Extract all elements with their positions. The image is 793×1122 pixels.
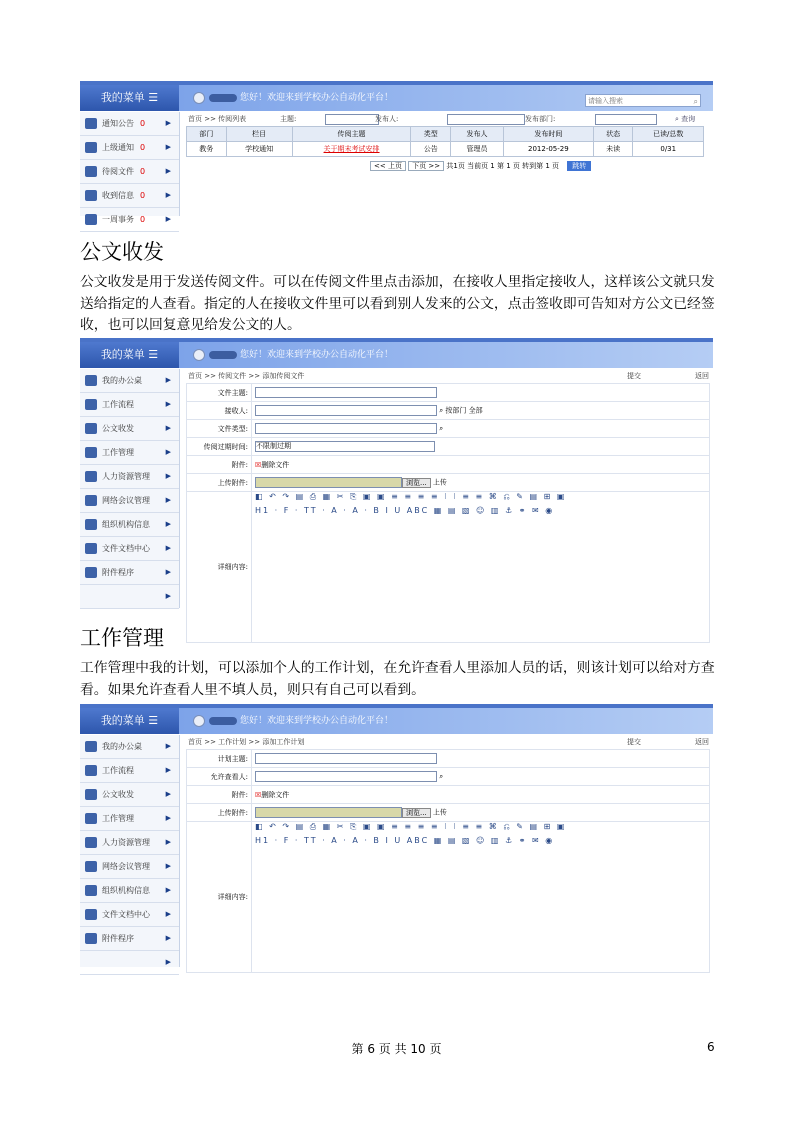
document-icon bbox=[85, 543, 97, 554]
filter-label: 发布人: bbox=[375, 115, 399, 123]
masked-username bbox=[209, 351, 237, 359]
section-heading: 工作管理 bbox=[80, 626, 164, 650]
sidebar-item[interactable]: 上级通知 0 ▶ bbox=[80, 136, 179, 160]
user-icon bbox=[193, 92, 205, 104]
editor-toolbar[interactable]: ◧ ↶ ↷ ▤ ⎙ ▦ ✂ ⎘ ▣ ▣ ≡ ≡ ≡ ≡ ⁝ ⁝ ≡ ≡ ⌘ ⎌ ✎ ▤ ⊞ ▣ bbox=[255, 822, 567, 831]
welcome-banner bbox=[179, 85, 713, 111]
workflow-icon bbox=[85, 765, 97, 776]
masked-username bbox=[209, 717, 237, 725]
sidebar-item[interactable] bbox=[80, 951, 179, 975]
pager bbox=[370, 161, 713, 171]
publisher-filter-input[interactable] bbox=[447, 114, 525, 125]
notice-link[interactable]: 关于期末考试安排 bbox=[292, 142, 411, 157]
tools-icon bbox=[85, 567, 97, 578]
breadcrumb: 首页 >> 传阅文件 >> 添加传阅文件 提交 返回 bbox=[180, 369, 713, 383]
user-icon bbox=[193, 715, 205, 727]
mail-icon bbox=[85, 789, 97, 800]
upload-button[interactable]: 上传 bbox=[432, 808, 447, 817]
filter-label: 主题: bbox=[280, 115, 297, 123]
submit-button[interactable]: 提交 bbox=[627, 738, 641, 746]
main-panel bbox=[180, 369, 713, 608]
org-icon bbox=[85, 885, 97, 896]
sidebar-item[interactable]: 公文收发 ▶ bbox=[80, 783, 179, 807]
main-panel bbox=[180, 112, 713, 216]
people-icon bbox=[85, 471, 97, 482]
chevron-right-icon: ▶ bbox=[165, 544, 171, 552]
sidebar bbox=[80, 735, 180, 967]
chevron-right-icon: ▶ bbox=[165, 191, 171, 199]
chevron-right-icon: ▶ bbox=[165, 496, 171, 504]
editor-area[interactable] bbox=[255, 515, 706, 615]
sidebar-item[interactable]: 工作流程 ▶ bbox=[80, 759, 179, 783]
table-row[interactable]: 教务 学校通知 关于期末考试安排 公告 管理员 2012-05-29 未读 0/31 bbox=[187, 142, 704, 157]
receiver-option[interactable]: 全部 bbox=[468, 406, 483, 415]
delete-file-link[interactable]: 删除文件 bbox=[261, 790, 290, 799]
add-form: 文件主题: 接收人: ⌕ 按部门 全部 文件类型: ⌕ 传阅过期时间: 不限制过期 附件: ☒删除文件 上传附件: 浏览... 上传 详细内容: ◧ ↶ ↷ ▤ ⎙ ▦ ✂ ⎘ ▣ ▣ ≡ ≡ ≡ ≡ ⁝ ⁝ ≡ ≡ ⌘ ⎌ ✎ ▤ ⊞ ▣ H1 · F · TT · A · A · B I U ABC ▦ ▤ ▧ ☺ ▥ ⚓ ⚭ ✉ ◉ bbox=[186, 383, 710, 643]
viewer-input[interactable] bbox=[255, 771, 437, 782]
welcome-banner bbox=[179, 342, 713, 368]
sidebar-item[interactable]: 网络会议管理 ▶ bbox=[80, 489, 179, 513]
subject-filter-input[interactable] bbox=[325, 114, 379, 125]
sidebar-item[interactable]: 公文收发 ▶ bbox=[80, 417, 179, 441]
sidebar-item[interactable]: 文件文档中心 ▶ bbox=[80, 537, 179, 561]
sidebar-item[interactable]: 人力资源管理 ▶ bbox=[80, 831, 179, 855]
section-paragraph: 工作管理中我的计划，可以添加个人的工作计划，在允许查看人里添加人员的话，则该计划可以给对方查看。如果允许查看人里不填人员，则只有自己可以看到。 bbox=[80, 660, 715, 698]
chevron-right-icon: ▶ bbox=[165, 472, 171, 480]
main-panel bbox=[180, 735, 713, 967]
add-form: 计划主题: 允许查看人: ⌕ 附件: ☒删除文件 上传附件: 浏览... 上传 详细内容: ◧ ↶ ↷ ▤ ⎙ ▦ ✂ ⎘ ▣ ▣ ≡ ≡ ≡ ≡ ⁝ ⁝ ≡ ≡ ⌘ ⎌ ✎ ▤ ⊞ ▣ H1 · F · TT · A · A · B I U ABC ▦ ▤ ▧ ☺ ▥ ⚓ ⚭ ✉ ◉ bbox=[186, 749, 710, 973]
sidebar-item[interactable]: 我的办公桌 ▶ bbox=[80, 369, 179, 393]
chevron-right-icon: ▶ bbox=[165, 934, 171, 942]
sidebar-item[interactable]: 收到信息 0 ▶ bbox=[80, 184, 179, 208]
chevron-right-icon: ▶ bbox=[165, 886, 171, 894]
receiver-option[interactable]: 按部门 bbox=[445, 406, 467, 415]
search-icon[interactable]: ⌕ 查询 bbox=[675, 115, 696, 123]
chevron-right-icon: ▶ bbox=[165, 143, 171, 151]
screenshot-add-plan bbox=[80, 704, 713, 967]
search-icon[interactable]: ⌕ bbox=[693, 97, 698, 106]
sidebar-item[interactable]: 一周事务 0 ▶ bbox=[80, 208, 179, 232]
sidebar-item[interactable]: 工作管理 ▶ bbox=[80, 807, 179, 831]
editor-toolbar[interactable]: H1 · F · TT · A · A · B I U ABC ▦ ▤ ▧ ☺ ▥ ⚓ ⚭ ✉ ◉ bbox=[255, 506, 555, 515]
org-icon bbox=[85, 519, 97, 530]
browse-button[interactable]: 浏览... bbox=[402, 808, 431, 818]
plan-subject-input[interactable] bbox=[255, 753, 437, 764]
delete-file-link[interactable]: 删除文件 bbox=[261, 460, 290, 469]
sidebar-item[interactable]: 待阅文件 0 ▶ bbox=[80, 160, 179, 184]
notice-icon bbox=[85, 118, 97, 129]
tools-icon bbox=[85, 933, 97, 944]
notice-table bbox=[186, 126, 704, 157]
edit-icon bbox=[85, 813, 97, 824]
banner-text: 您好！欢迎来到学校办公自动化平台！ bbox=[240, 93, 394, 103]
sidebar-item[interactable]: 工作流程 ▶ bbox=[80, 393, 179, 417]
desk-icon bbox=[85, 375, 97, 386]
section-paragraph: 公文收发是用于发送传阅文件。可以在传阅文件里点击添加，在接收人里指定接收人，这样该公文就只发送给指定的人查看。指定的人在接收文件里可以看到别人发来的公文，点击签收即可告知对方公文已经签收，也可以回复意见给发公文的人。 bbox=[80, 274, 715, 333]
user-icon bbox=[193, 349, 205, 361]
file-type-input[interactable] bbox=[255, 423, 437, 434]
search-input[interactable]: 请输入搜索 ⌕ bbox=[585, 94, 701, 107]
meeting-icon bbox=[85, 495, 97, 506]
breadcrumb: 首页 >> 工作计划 >> 添加工作计划 提交 返回 bbox=[180, 735, 713, 749]
menu-title: 我的菜单 ☰ bbox=[80, 708, 179, 734]
chevron-right-icon: ▶ bbox=[165, 568, 171, 576]
chevron-right-icon: ▶ bbox=[165, 838, 171, 846]
page-number: 6 bbox=[707, 1040, 715, 1054]
screenshot-notice-list bbox=[80, 81, 713, 224]
sidebar bbox=[80, 112, 180, 224]
people-icon bbox=[85, 837, 97, 848]
chevron-right-icon: ▶ bbox=[165, 119, 171, 127]
search-icon[interactable]: ⌕ bbox=[439, 772, 444, 781]
chevron-right-icon: ▶ bbox=[165, 424, 171, 432]
search-icon[interactable]: ⌕ bbox=[439, 424, 444, 433]
sidebar-item[interactable]: 网络会议管理 ▶ bbox=[80, 855, 179, 879]
breadcrumb: 首页 >> 传阅列表 主题: 发布人: 发布部门: ⌕ 查询 bbox=[180, 112, 713, 126]
banner-text: 您好！欢迎来到学校办公自动化平台！ bbox=[240, 716, 394, 726]
chevron-right-icon: ▶ bbox=[165, 520, 171, 528]
calendar-icon bbox=[85, 214, 97, 225]
masked-username bbox=[209, 94, 237, 102]
delete-icon: ☒ bbox=[255, 790, 262, 799]
sidebar-item[interactable]: 工作管理 ▶ bbox=[80, 441, 179, 465]
sidebar-item[interactable]: 附件程序 ▶ bbox=[80, 927, 179, 951]
moon-icon bbox=[85, 166, 97, 177]
chevron-right-icon: ▶ bbox=[165, 215, 171, 223]
chevron-right-icon: ▶ bbox=[165, 742, 171, 750]
go-button[interactable]: 跳转 bbox=[567, 161, 591, 171]
editor-area[interactable] bbox=[255, 845, 706, 945]
filter-label: 发布部门: bbox=[525, 115, 556, 123]
sidebar-item[interactable] bbox=[80, 585, 179, 609]
page-footer: 第 6 页 共 10 页 bbox=[351, 1042, 442, 1056]
sidebar-item[interactable]: 组织机构信息 ▶ bbox=[80, 879, 179, 903]
editor-toolbar[interactable]: H1 · F · TT · A · A · B I U ABC ▦ ▤ ▧ ☺ ▥ ⚓ ⚭ ✉ ◉ bbox=[255, 836, 555, 845]
chevron-right-icon: ▶ bbox=[165, 592, 171, 600]
expiry-select[interactable]: 不限制过期 bbox=[255, 441, 435, 452]
chevron-right-icon: ▶ bbox=[165, 376, 171, 384]
delete-icon: ☒ bbox=[255, 460, 262, 469]
chevron-right-icon: ▶ bbox=[165, 766, 171, 774]
chevron-right-icon: ▶ bbox=[165, 910, 171, 918]
search-icon[interactable]: ⌕ bbox=[439, 406, 444, 415]
banner-text: 您好！欢迎来到学校办公自动化平台！ bbox=[240, 350, 394, 360]
browse-button[interactable]: 浏览... bbox=[402, 478, 431, 488]
subject-input[interactable] bbox=[255, 387, 437, 398]
next-page-button[interactable]: 下页 >> bbox=[408, 161, 444, 171]
briefcase-icon bbox=[85, 190, 97, 201]
sidebar bbox=[80, 369, 180, 608]
sidebar-item[interactable]: 通知公告 0 ▶ bbox=[80, 112, 179, 136]
receiver-input[interactable] bbox=[255, 405, 437, 416]
section-heading: 公文收发 bbox=[80, 240, 164, 264]
file-path-input[interactable] bbox=[255, 807, 402, 818]
chevron-right-icon: ▶ bbox=[165, 958, 171, 966]
sidebar-item[interactable]: 我的办公桌 ▶ bbox=[80, 735, 179, 759]
upload-icon bbox=[85, 142, 97, 153]
chevron-right-icon: ▶ bbox=[165, 862, 171, 870]
chevron-right-icon: ▶ bbox=[165, 167, 171, 175]
table-header-row: 部门 栏目 传阅主题 类型 发布人 发布时间 状态 已读/总数 bbox=[187, 127, 704, 142]
sidebar-item[interactable]: 人力资源管理 ▶ bbox=[80, 465, 179, 489]
chevron-right-icon: ▶ bbox=[165, 448, 171, 456]
desk-icon bbox=[85, 741, 97, 752]
sidebar-item[interactable]: 组织机构信息 ▶ bbox=[80, 513, 179, 537]
department-filter-select[interactable] bbox=[595, 114, 657, 125]
back-button[interactable]: 返回 bbox=[695, 372, 709, 380]
editor-toolbar[interactable]: ◧ ↶ ↷ ▤ ⎙ ▦ ✂ ⎘ ▣ ▣ ≡ ≡ ≡ ≡ ⁝ ⁝ ≡ ≡ ⌘ ⎌ ✎ ▤ ⊞ ▣ bbox=[255, 492, 567, 501]
document-icon bbox=[85, 909, 97, 920]
sidebar-item[interactable]: 附件程序 ▶ bbox=[80, 561, 179, 585]
sidebar-item[interactable]: 文件文档中心 ▶ bbox=[80, 903, 179, 927]
file-path-input[interactable] bbox=[255, 477, 402, 488]
chevron-right-icon: ▶ bbox=[165, 814, 171, 822]
chevron-right-icon: ▶ bbox=[165, 400, 171, 408]
screenshot-add-circular bbox=[80, 338, 713, 608]
edit-icon bbox=[85, 447, 97, 458]
workflow-icon bbox=[85, 399, 97, 410]
welcome-banner bbox=[179, 708, 713, 734]
menu-title: 我的菜单 ☰ bbox=[80, 342, 179, 368]
pager-info: 共1页 当前页 1 第 1 页 转到第 1 页 bbox=[446, 162, 560, 170]
prev-page-button[interactable]: << 上页 bbox=[370, 161, 406, 171]
chevron-right-icon: ▶ bbox=[165, 790, 171, 798]
mail-icon bbox=[85, 423, 97, 434]
submit-button[interactable]: 提交 bbox=[627, 372, 641, 380]
upload-button[interactable]: 上传 bbox=[432, 478, 447, 487]
back-button[interactable]: 返回 bbox=[695, 738, 709, 746]
meeting-icon bbox=[85, 861, 97, 872]
menu-title: 我的菜单 ☰ bbox=[80, 85, 179, 111]
